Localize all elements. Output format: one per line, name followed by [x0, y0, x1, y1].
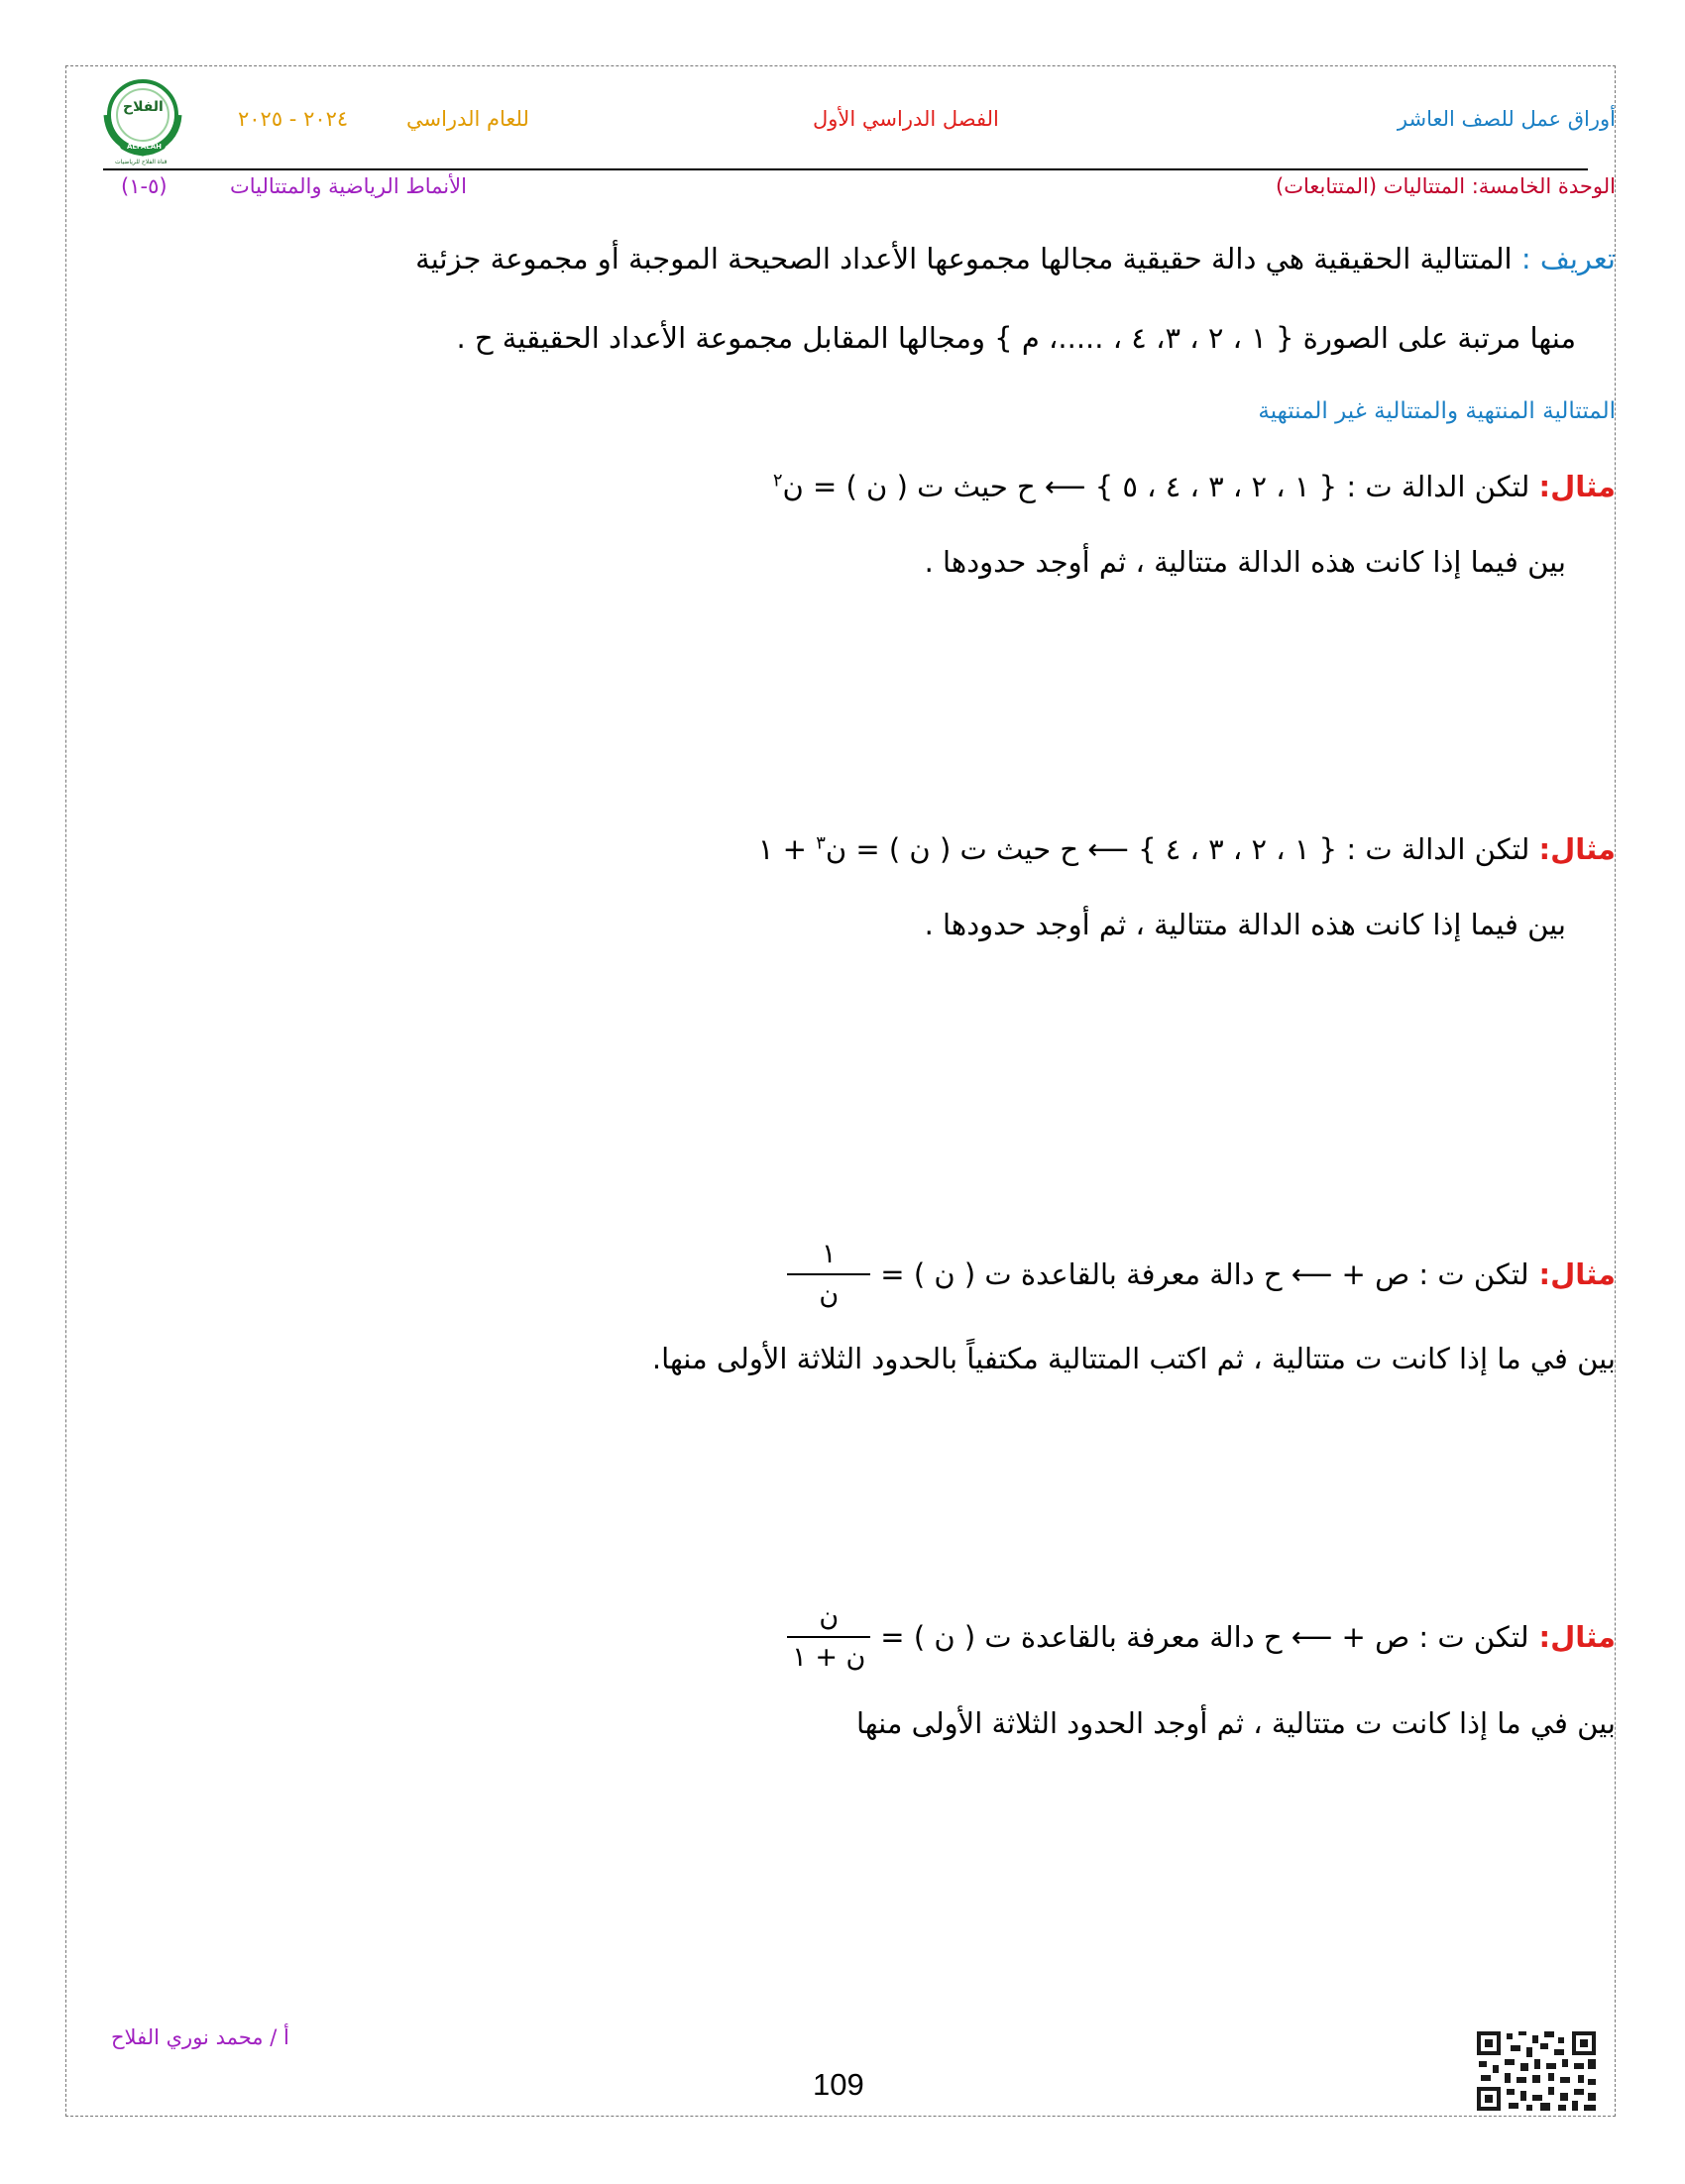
example-3-fraction: [787, 1239, 870, 1310]
example-1-text: لتكن الدالة ت : { ١ ، ٢ ، ٣ ، ٤ ، ٥ } ⟵ ح حيث ت ( ن ) = ن: [782, 470, 1530, 503]
header-divider: [103, 168, 1588, 170]
lesson-title: الأنماط الرياضية والمتتاليات: [230, 174, 467, 198]
section-title: المتتالية المنتهية والمتتالية غير المنتهية: [1258, 398, 1616, 424]
logo-latin: ALFALAH: [127, 143, 163, 151]
example-4-fraction: [787, 1601, 870, 1673]
academic-year-label: للعام الدراسي: [406, 107, 529, 131]
example-1-statement: [773, 470, 1616, 503]
semester-label: الفصل الدراسي الأول: [813, 107, 999, 131]
example-3-question: بين في ما إذا كانت ت متتالية ، ثم اكتب المتتالية مكتفياً بالحدود الثلاثة الأولى منها.: [651, 1342, 1616, 1375]
academic-year: ٢٠٢٤ - ٢٠٢٥: [238, 107, 349, 131]
example-1-question: بين فيما إذا كانت هذه الدالة متتالية ، ثم أوجد حدودها .: [924, 545, 1566, 579]
example-4-text: لتكن ت : ص + ⟵ ح دالة معرفة بالقاعدة ت ( ن ) =: [880, 1620, 1529, 1655]
qr-code: [1475, 2029, 1598, 2113]
logo-emblem: [95, 71, 190, 166]
logo-name: الفلاح: [123, 99, 164, 115]
logo-caption: قناة الفلاح للرياضيات: [115, 159, 168, 165]
example-2-text: لتكن الدالة ت : { ١ ، ٢ ، ٣ ، ٤ } ⟵ ح حيث ت ( ن ) = ن: [825, 832, 1530, 866]
example-2-power: ٣: [816, 832, 826, 854]
page-number: 109: [813, 2067, 864, 2102]
page-border: [65, 65, 1616, 2117]
example-3-text: لتكن ت : ص + ⟵ ح دالة معرفة بالقاعدة ت ( ن ) =: [880, 1257, 1529, 1292]
example-3-statement: [787, 1239, 1616, 1310]
example-4-statement: [787, 1601, 1616, 1673]
example-3-denominator: ن: [819, 1279, 840, 1311]
worksheet-title: أوراق عمل للصف العاشر: [1397, 107, 1616, 131]
unit-title: الوحدة الخامسة: المتتاليات (المتتابعات): [1276, 174, 1616, 198]
example-3-label: مثال:: [1538, 1257, 1616, 1292]
example-2-question: بين فيما إذا كانت هذه الدالة متتالية ، ثم أوجد حدودها .: [924, 908, 1566, 941]
example-3-numerator: ١: [787, 1239, 870, 1275]
definition-label: تعريف :: [1520, 242, 1616, 275]
example-2-tail: + ١: [757, 832, 807, 866]
example-4-numerator: ن: [787, 1601, 870, 1638]
definition-text-1: المتتالية الحقيقية هي دالة حقيقية مجالها مجموعها الأعداد الصحيحة الموجبة أو مجموعة جزئية: [415, 242, 1513, 275]
example-1-power: ٢: [772, 470, 783, 491]
qr-code-graphic: [1475, 2029, 1598, 2113]
lesson-code: (٥-١): [121, 174, 168, 198]
example-2-label: مثال:: [1538, 832, 1616, 866]
example-2-statement: [758, 832, 1616, 866]
example-4-label: مثال:: [1538, 1620, 1616, 1655]
example-1-label: مثال:: [1538, 470, 1616, 503]
logo: [95, 71, 190, 166]
example-4-question: بين في ما إذا كانت ت متتالية ، ثم أوجد الحدود الثلاثة الأولى منها: [855, 1706, 1616, 1740]
author-credit: أ / محمد نوري الفلاح: [111, 2025, 289, 2049]
definition-line-1: [415, 242, 1616, 275]
example-4-denominator: ن + ١: [792, 1642, 866, 1674]
definition-line-2: منها مرتبة على الصورة { ١ ، ٢ ، ٣، ٤ ، .....، م } ومجالها المقابل مجموعة الأعداد الحقيقية ح .: [456, 321, 1576, 355]
